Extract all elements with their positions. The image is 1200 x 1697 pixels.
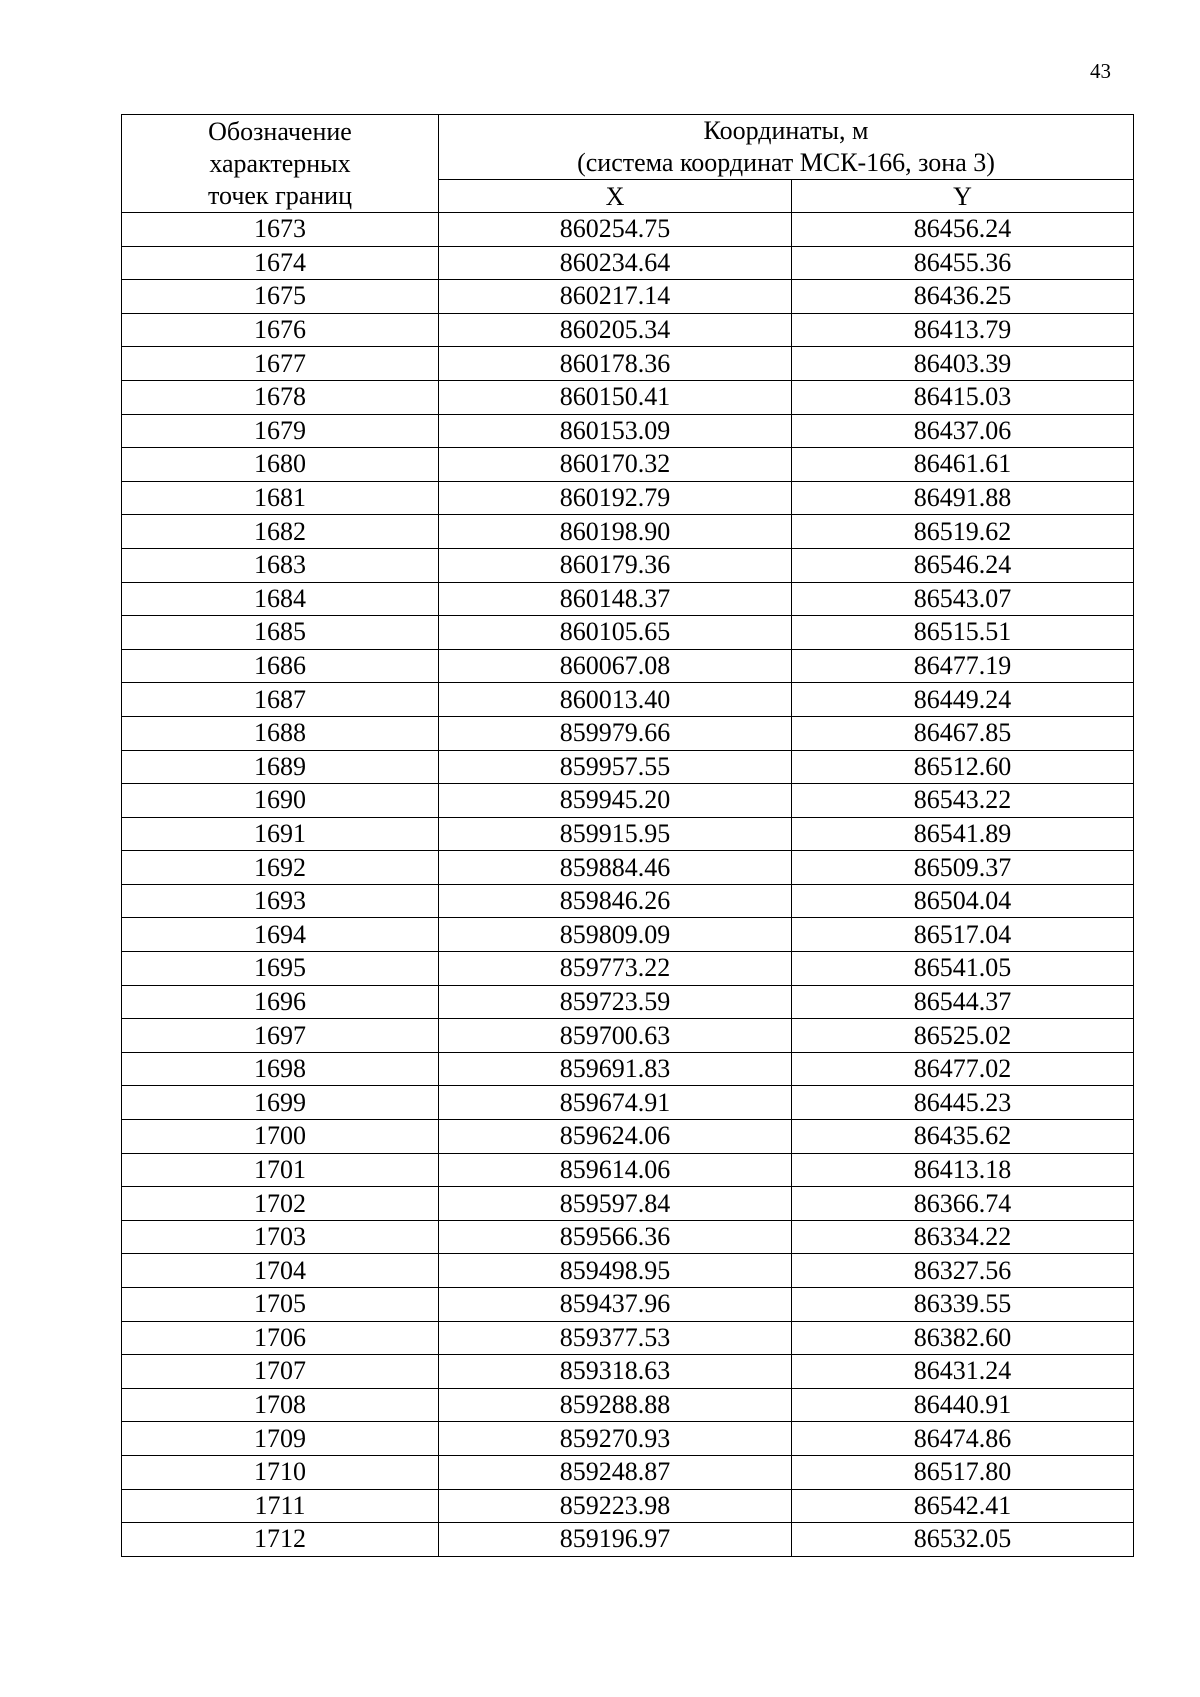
y-coordinate-cell: 86455.36 <box>792 246 1134 280</box>
header-point-designation <box>122 115 439 213</box>
table-row <box>122 884 1134 918</box>
point-number-cell: 1710 <box>122 1455 439 1489</box>
table-row <box>122 817 1134 851</box>
point-number-cell: 1695 <box>122 952 439 986</box>
y-coordinate-cell: 86461.61 <box>792 448 1134 482</box>
point-number-cell: 1673 <box>122 213 439 247</box>
table-row <box>122 1086 1134 1120</box>
point-number-cell: 1707 <box>122 1355 439 1389</box>
table-row <box>122 1288 1134 1322</box>
x-coordinate-cell: 860179.36 <box>439 548 792 582</box>
x-coordinate-cell: 860234.64 <box>439 246 792 280</box>
table-row <box>122 414 1134 448</box>
table-row <box>122 1019 1134 1053</box>
point-number-cell: 1687 <box>122 683 439 717</box>
y-coordinate-cell: 86415.03 <box>792 380 1134 414</box>
y-coordinate-cell: 86435.62 <box>792 1120 1134 1154</box>
table-row <box>122 649 1134 683</box>
table-row <box>122 918 1134 952</box>
x-coordinate-cell: 859597.84 <box>439 1187 792 1221</box>
table-header <box>122 115 1134 213</box>
point-number-cell: 1694 <box>122 918 439 952</box>
point-number-cell: 1689 <box>122 750 439 784</box>
y-coordinate-cell: 86436.25 <box>792 280 1134 314</box>
point-number-cell: 1698 <box>122 1052 439 1086</box>
point-number-cell: 1675 <box>122 280 439 314</box>
x-coordinate-cell: 859691.83 <box>439 1052 792 1086</box>
point-number-cell: 1704 <box>122 1254 439 1288</box>
point-number-cell: 1674 <box>122 246 439 280</box>
point-number-cell: 1690 <box>122 784 439 818</box>
y-coordinate-cell: 86449.24 <box>792 683 1134 717</box>
y-coordinate-cell: 86532.05 <box>792 1523 1134 1557</box>
table-row <box>122 548 1134 582</box>
x-coordinate-cell: 859884.46 <box>439 851 792 885</box>
y-coordinate-cell: 86477.02 <box>792 1052 1134 1086</box>
x-coordinate-cell: 860150.41 <box>439 380 792 414</box>
header-x: X <box>439 180 792 213</box>
y-coordinate-cell: 86512.60 <box>792 750 1134 784</box>
table-row <box>122 851 1134 885</box>
table-row <box>122 750 1134 784</box>
x-coordinate-cell: 859288.88 <box>439 1388 792 1422</box>
y-coordinate-cell: 86541.05 <box>792 952 1134 986</box>
table-body <box>122 213 1134 1557</box>
table-row <box>122 1052 1134 1086</box>
y-coordinate-cell: 86403.39 <box>792 347 1134 381</box>
y-coordinate-cell: 86339.55 <box>792 1288 1134 1322</box>
point-number-cell: 1700 <box>122 1120 439 1154</box>
point-number-cell: 1702 <box>122 1187 439 1221</box>
y-coordinate-cell: 86504.04 <box>792 884 1134 918</box>
point-number-cell: 1677 <box>122 347 439 381</box>
x-coordinate-cell: 860192.79 <box>439 481 792 515</box>
point-number-cell: 1712 <box>122 1523 439 1557</box>
table-row <box>122 683 1134 717</box>
x-coordinate-cell: 860148.37 <box>439 582 792 616</box>
y-coordinate-cell: 86413.18 <box>792 1153 1134 1187</box>
y-coordinate-cell: 86544.37 <box>792 985 1134 1019</box>
table-row <box>122 515 1134 549</box>
x-coordinate-cell: 860254.75 <box>439 213 792 247</box>
y-coordinate-cell: 86327.56 <box>792 1254 1134 1288</box>
y-coordinate-cell: 86445.23 <box>792 1086 1134 1120</box>
point-number-cell: 1684 <box>122 582 439 616</box>
table-row <box>122 582 1134 616</box>
table-row <box>122 1422 1134 1456</box>
x-coordinate-cell: 859270.93 <box>439 1422 792 1456</box>
point-number-cell: 1709 <box>122 1422 439 1456</box>
x-coordinate-cell: 860067.08 <box>439 649 792 683</box>
x-coordinate-cell: 859437.96 <box>439 1288 792 1322</box>
y-coordinate-cell: 86543.22 <box>792 784 1134 818</box>
table-row <box>122 380 1134 414</box>
point-number-cell: 1703 <box>122 1220 439 1254</box>
x-coordinate-cell: 860153.09 <box>439 414 792 448</box>
y-coordinate-cell: 86366.74 <box>792 1187 1134 1221</box>
point-number-cell: 1678 <box>122 380 439 414</box>
table-row <box>122 213 1134 247</box>
x-coordinate-cell: 860205.34 <box>439 313 792 347</box>
x-coordinate-cell: 859614.06 <box>439 1153 792 1187</box>
header-designation-line-2: характерных <box>209 148 351 178</box>
y-coordinate-cell: 86525.02 <box>792 1019 1134 1053</box>
x-coordinate-cell: 859566.36 <box>439 1220 792 1254</box>
x-coordinate-cell: 859945.20 <box>439 784 792 818</box>
point-number-cell: 1696 <box>122 985 439 1019</box>
y-coordinate-cell: 86413.79 <box>792 313 1134 347</box>
y-coordinate-cell: 86477.19 <box>792 649 1134 683</box>
y-coordinate-cell: 86467.85 <box>792 716 1134 750</box>
x-coordinate-cell: 859700.63 <box>439 1019 792 1053</box>
x-coordinate-cell: 860105.65 <box>439 616 792 650</box>
x-coordinate-cell: 859674.91 <box>439 1086 792 1120</box>
point-number-cell: 1682 <box>122 515 439 549</box>
table-row <box>122 716 1134 750</box>
y-coordinate-cell: 86382.60 <box>792 1321 1134 1355</box>
table-row <box>122 784 1134 818</box>
y-coordinate-cell: 86491.88 <box>792 481 1134 515</box>
table-row <box>122 1187 1134 1221</box>
header-coordinates-line-1: Координаты, м <box>703 116 869 145</box>
point-number-cell: 1686 <box>122 649 439 683</box>
table-row <box>122 1523 1134 1557</box>
point-number-cell: 1679 <box>122 414 439 448</box>
y-coordinate-cell: 86440.91 <box>792 1388 1134 1422</box>
x-coordinate-cell: 859957.55 <box>439 750 792 784</box>
table-row <box>122 1455 1134 1489</box>
y-coordinate-cell: 86456.24 <box>792 213 1134 247</box>
y-coordinate-cell: 86515.51 <box>792 616 1134 650</box>
table-row <box>122 347 1134 381</box>
y-coordinate-cell: 86541.89 <box>792 817 1134 851</box>
x-coordinate-cell: 859773.22 <box>439 952 792 986</box>
point-number-cell: 1708 <box>122 1388 439 1422</box>
point-number-cell: 1701 <box>122 1153 439 1187</box>
y-coordinate-cell: 86437.06 <box>792 414 1134 448</box>
x-coordinate-cell: 860217.14 <box>439 280 792 314</box>
y-coordinate-cell: 86543.07 <box>792 582 1134 616</box>
point-number-cell: 1697 <box>122 1019 439 1053</box>
y-coordinate-cell: 86517.04 <box>792 918 1134 952</box>
table-row <box>122 985 1134 1019</box>
point-number-cell: 1683 <box>122 548 439 582</box>
table-row <box>122 1355 1134 1389</box>
table-row <box>122 280 1134 314</box>
y-coordinate-cell: 86334.22 <box>792 1220 1134 1254</box>
table-row <box>122 246 1134 280</box>
point-number-cell: 1705 <box>122 1288 439 1322</box>
x-coordinate-cell: 859248.87 <box>439 1455 792 1489</box>
table-row <box>122 1254 1134 1288</box>
x-coordinate-cell: 860198.90 <box>439 515 792 549</box>
table-row <box>122 448 1134 482</box>
x-coordinate-cell: 859196.97 <box>439 1523 792 1557</box>
header-coordinates <box>439 115 1134 180</box>
y-coordinate-cell: 86546.24 <box>792 548 1134 582</box>
y-coordinate-cell: 86474.86 <box>792 1422 1134 1456</box>
x-coordinate-cell: 859723.59 <box>439 985 792 1019</box>
y-coordinate-cell: 86431.24 <box>792 1355 1134 1389</box>
table-row <box>122 313 1134 347</box>
point-number-cell: 1699 <box>122 1086 439 1120</box>
point-number-cell: 1680 <box>122 448 439 482</box>
header-y: Y <box>792 180 1134 213</box>
table-row <box>122 1489 1134 1523</box>
point-number-cell: 1693 <box>122 884 439 918</box>
table-row <box>122 481 1134 515</box>
point-number-cell: 1688 <box>122 716 439 750</box>
y-coordinate-cell: 86542.41 <box>792 1489 1134 1523</box>
point-number-cell: 1692 <box>122 851 439 885</box>
table-row <box>122 1321 1134 1355</box>
point-number-cell: 1706 <box>122 1321 439 1355</box>
header-designation-line-3: точек границ <box>207 180 353 210</box>
x-coordinate-cell: 859498.95 <box>439 1254 792 1288</box>
table-row <box>122 1220 1134 1254</box>
table-row <box>122 952 1134 986</box>
table-row <box>122 616 1134 650</box>
y-coordinate-cell: 86519.62 <box>792 515 1134 549</box>
x-coordinate-cell: 859223.98 <box>439 1489 792 1523</box>
header-designation-line-1: Обозначение <box>208 116 352 146</box>
table-row <box>122 1388 1134 1422</box>
x-coordinate-cell: 859377.53 <box>439 1321 792 1355</box>
x-coordinate-cell: 859979.66 <box>439 716 792 750</box>
y-coordinate-cell: 86517.80 <box>792 1455 1134 1489</box>
x-coordinate-cell: 859809.09 <box>439 918 792 952</box>
point-number-cell: 1691 <box>122 817 439 851</box>
x-coordinate-cell: 860178.36 <box>439 347 792 381</box>
point-number-cell: 1685 <box>122 616 439 650</box>
x-coordinate-cell: 860170.32 <box>439 448 792 482</box>
table-row <box>122 1120 1134 1154</box>
header-coordinates-line-2: (система координат МСК-166, зона 3) <box>577 148 995 177</box>
table-row <box>122 1153 1134 1187</box>
x-coordinate-cell: 859624.06 <box>439 1120 792 1154</box>
page-number: 43 <box>1090 59 1111 83</box>
x-coordinate-cell: 860013.40 <box>439 683 792 717</box>
point-number-cell: 1681 <box>122 481 439 515</box>
point-number-cell: 1711 <box>122 1489 439 1523</box>
x-coordinate-cell: 859915.95 <box>439 817 792 851</box>
coordinates-table <box>121 114 1134 1557</box>
x-coordinate-cell: 859846.26 <box>439 884 792 918</box>
y-coordinate-cell: 86509.37 <box>792 851 1134 885</box>
point-number-cell: 1676 <box>122 313 439 347</box>
x-coordinate-cell: 859318.63 <box>439 1355 792 1389</box>
